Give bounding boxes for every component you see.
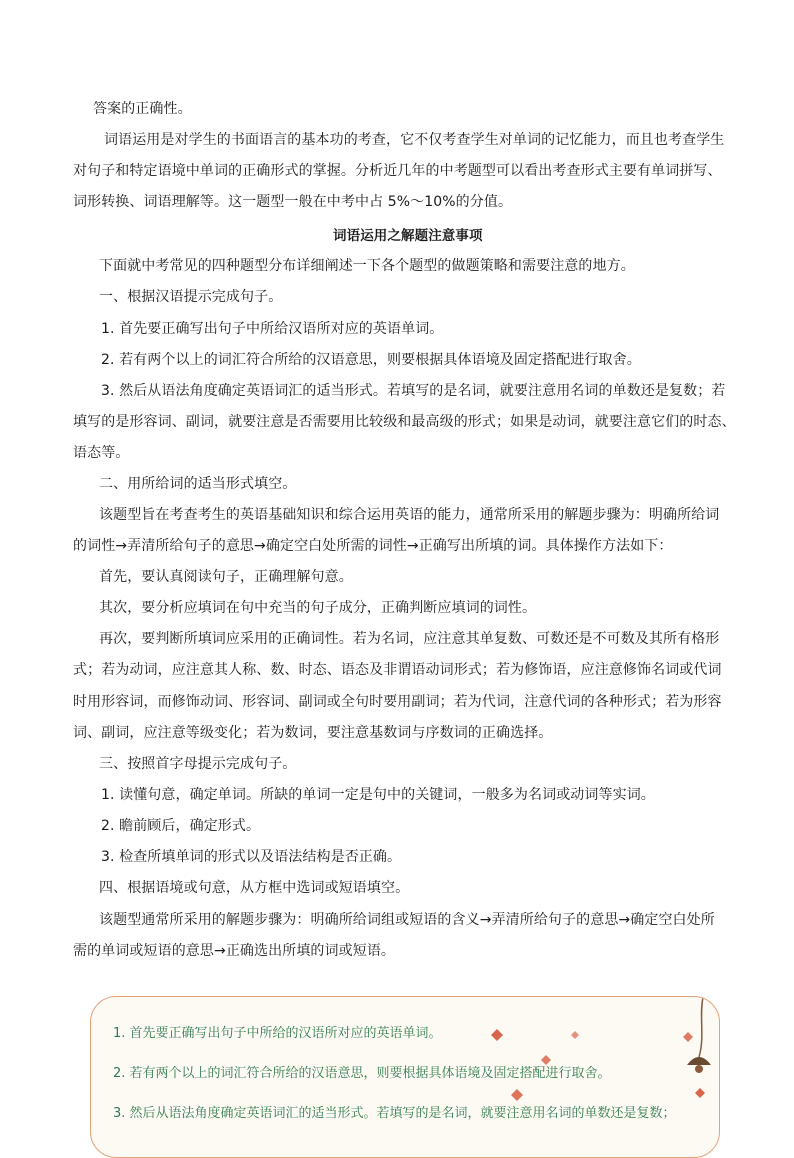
paragraph-line: 的词性→弄清所给句子的意思→确定空白处所需的词性→正确写出所填的词。具体操作方法如下：	[73, 538, 673, 554]
paragraph-line: 语态等。	[73, 445, 130, 461]
list-item: 3. 检查所填单词的形式以及语法结构是否正确。	[101, 849, 402, 865]
note-item: 3. 然后从语法角度确定英语词汇的适当形式。若填写的是名词，就要注意用名词的单数还是复数；	[113, 1106, 676, 1121]
paragraph-line: 首先，要认真阅读句子，正确理解句意。	[99, 569, 353, 585]
note-item: 2. 若有两个以上的词汇符合所给的汉语意思，则要根据具体语境及固定搭配进行取舍。	[113, 1066, 611, 1081]
paragraph-line: 时用形容词，而修饰动词、形容词、副词或全句时要用副词；若为代词，注意代词的各种形式；若为形容	[73, 694, 722, 710]
paragraph-line: 对句子和特定语境中单词的正确形式的掌握。分析近几年的中考题型可以看出考查形式主要有单词拼写、	[73, 163, 722, 179]
note-box	[90, 996, 720, 1158]
note-item: 1. 首先要正确写出句子中所给的汉语所对应的英语单词。	[113, 1026, 442, 1041]
list-item: 1. 首先要正确写出句子中所给汉语所对应的英语单词。	[101, 321, 444, 337]
section-title: 四、根据语境或句意，从方框中选词或短语填空。	[99, 880, 410, 896]
list-item: 2. 若有两个以上的词汇符合所给的汉语意思，则要根据具体语境及固定搭配进行取舍。	[101, 352, 641, 368]
section-title: 三、按照首字母提示完成句子。	[99, 756, 297, 772]
paragraph-line: 词形转换、词语理解等。这一题型一般在中考中占 5%～10%的分值。	[73, 194, 513, 210]
list-item: 2. 瞻前顾后，确定形式。	[101, 818, 261, 834]
paragraph-line: 填写的是形容词、副词，就要注意是否需要用比较级和最高级的形式；如果是动词，就要注意它们的时态、	[73, 414, 736, 430]
paragraph-line: 下面就中考常见的四种题型分布详细阐述一下各个题型的做题策略和需要注意的地方。	[99, 258, 635, 274]
hanging-lamp-icon	[669, 997, 719, 1147]
section-title: 一、根据汉语提示完成句子。	[99, 289, 283, 305]
paragraph-line: 答案的正确性。	[93, 101, 192, 117]
section-heading: 词语运用之解题注意事项	[333, 228, 483, 244]
paragraph-line: 式；若为动词，应注意其人称、数、时态、语态及非谓语动词形式；若为修饰语，应注意修饰名词或代词	[73, 662, 722, 678]
list-item: 1. 读懂句意，确定单词。所缺的单词一定是句中的关键词，一般多为名词或动词等实词。	[101, 787, 655, 803]
list-item: 3. 然后从语法角度确定英语词汇的适当形式。若填写的是名词，就要注意用名词的单数还是复数；若	[101, 383, 726, 399]
section-title: 二、用所给词的适当形式填空。	[99, 476, 297, 492]
paragraph-line: 词、副词，应注意等级变化；若为数词，要注意基数词与序数词的正确选择。	[73, 725, 553, 741]
paragraph-line: 该题型通常所采用的解题步骤为：明确所给词组或短语的含义→弄清所给句子的意思→确定空白处所	[99, 912, 715, 928]
paragraph-line: 其次，要分析应填词在句中充当的句子成分，正确判断应填词的词性。	[99, 600, 537, 616]
paragraph-line: 再次，要判断所填词应采用的正确词性。若为名词，应注意其单复数、可数还是不可数及其所有格形	[99, 631, 720, 647]
paragraph-line: 词语运用是对学生的书面语言的基本功的考查，它不仅考查学生对单词的记忆能力，而且也考查学生	[104, 132, 725, 148]
paragraph-line: 需的单词或短语的意思→正确选出所填的词或短语。	[73, 943, 396, 959]
paragraph-line: 该题型旨在考查考生的英语基础知识和综合运用英语的能力，通常所采用的解题步骤为：明确所给词	[99, 507, 720, 523]
